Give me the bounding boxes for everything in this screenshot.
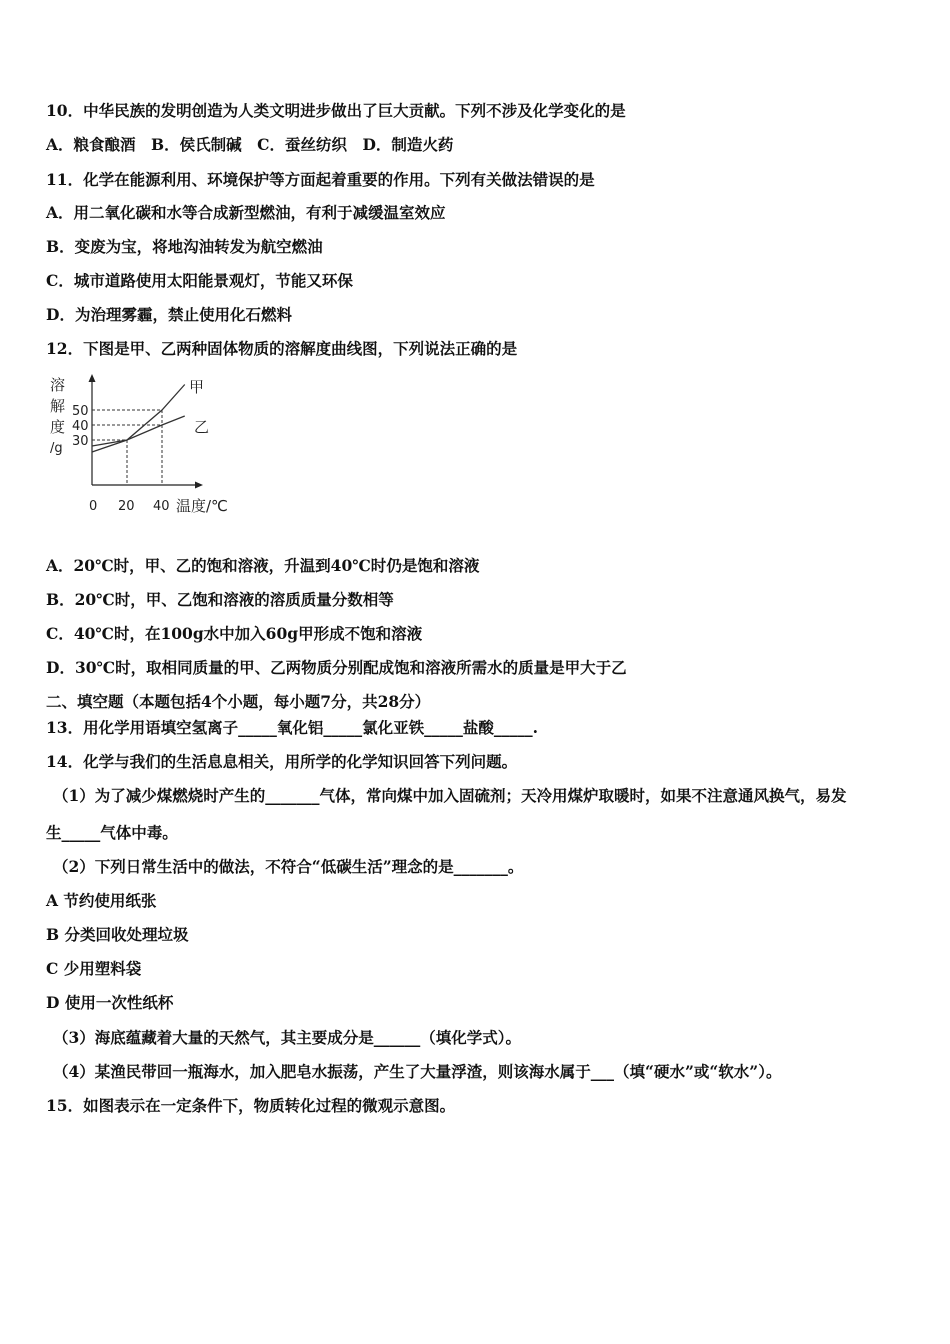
q11-option-c: C．城市道路使用太阳能景观灯，节能又环保 bbox=[46, 271, 353, 290]
series-label-yi: 乙 bbox=[194, 418, 210, 436]
y-tick-label: 30 bbox=[72, 434, 89, 449]
series-line-jia bbox=[92, 385, 185, 453]
y-label-char: 解 bbox=[50, 397, 66, 415]
y-label-char: /g bbox=[50, 441, 63, 456]
x-axis-label: 温度/℃ bbox=[176, 497, 228, 515]
x-tick-label: 0 bbox=[89, 499, 98, 514]
q14-part2: （2）下列日常生活中的做法，不符合“低碳生活”理念的是_______。 bbox=[53, 857, 524, 876]
y-label-char: 度 bbox=[50, 418, 66, 436]
q14-option-b: B 分类回收处理垃圾 bbox=[46, 925, 189, 944]
y-tick-label: 40 bbox=[72, 419, 89, 434]
y-label-char: 溶 bbox=[50, 376, 66, 394]
x-tick-label: 20 bbox=[118, 499, 135, 514]
q11-stem: 11．化学在能源利用、环境保护等方面起着重要的作用。下列有关做法错误的是 bbox=[46, 170, 595, 189]
series-label-jia: 甲 bbox=[189, 378, 205, 396]
x-axis-arrow bbox=[195, 482, 203, 489]
y-axis-arrow bbox=[89, 374, 96, 382]
solubility-chart bbox=[40, 370, 240, 520]
q12-stem: 12．下图是甲、乙两种固体物质的溶解度曲线图，下列说法正确的是 bbox=[46, 339, 518, 358]
y-tick-label: 50 bbox=[72, 404, 89, 419]
q14-part4: （4）某渔民带回一瓶海水，加入肥皂水振荡，产生了大量浮渣，则该海水属于___（填“硬水”或“软水”）。 bbox=[53, 1062, 782, 1081]
q12-option-c: C．40℃时，在100g水中加入60g甲形成不饱和溶液 bbox=[46, 624, 423, 643]
q14-option-a: A 节约使用纸张 bbox=[46, 891, 157, 910]
q14-part1-line2: 生_____气体中毒。 bbox=[46, 823, 178, 842]
q12-option-b: B．20℃时，甲、乙饱和溶液的溶质质量分数相等 bbox=[46, 590, 394, 609]
q11-option-b: B．变废为宝，将地沟油转发为航空燃油 bbox=[46, 237, 323, 256]
section-heading: 二、填空题（本题包括4个小题，每小题7分，共28分） bbox=[46, 692, 431, 711]
q10-stem: 10．中华民族的发明创造为人类文明进步做出了巨大贡献。下列不涉及化学变化的是 bbox=[46, 101, 626, 120]
q13-text: 13．用化学用语填空氢离子_____氧化铝_____氯化亚铁_____盐酸_____. bbox=[46, 718, 538, 737]
q11-option-a: A．用二氧化碳和水等合成新型燃油，有利于减缓温室效应 bbox=[46, 203, 446, 222]
q14-stem: 14．化学与我们的生活息息相关，用所学的化学知识回答下列问题。 bbox=[46, 752, 518, 771]
q14-option-d: D 使用一次性纸杯 bbox=[46, 993, 174, 1012]
q14-part1-line1: （1）为了减少煤燃烧时产生的_______气体，常向煤中加入固硫剂；天冷用煤炉取暖时，如果不注意通风换气，易发 bbox=[53, 786, 847, 805]
q14-part3: （3）海底蕴藏着大量的天然气，其主要成分是______（填化学式）。 bbox=[53, 1028, 522, 1047]
x-tick-label: 40 bbox=[153, 499, 170, 514]
q15-stem: 15．如图表示在一定条件下，物质转化过程的微观示意图。 bbox=[46, 1096, 456, 1115]
q10-options: A．粮食酿酒 B．侯氏制碱 C．蚕丝纺织 D．制造火药 bbox=[46, 135, 454, 154]
q12-option-d: D．30℃时，取相同质量的甲、乙两物质分别配成饱和溶液所需水的质量是甲大于乙 bbox=[46, 658, 627, 677]
q11-option-d: D．为治理雾霾，禁止使用化石燃料 bbox=[46, 305, 292, 324]
q12-option-a: A．20℃时，甲、乙的饱和溶液，升温到40℃时仍是饱和溶液 bbox=[46, 556, 480, 575]
q14-option-c: C 少用塑料袋 bbox=[46, 959, 142, 978]
